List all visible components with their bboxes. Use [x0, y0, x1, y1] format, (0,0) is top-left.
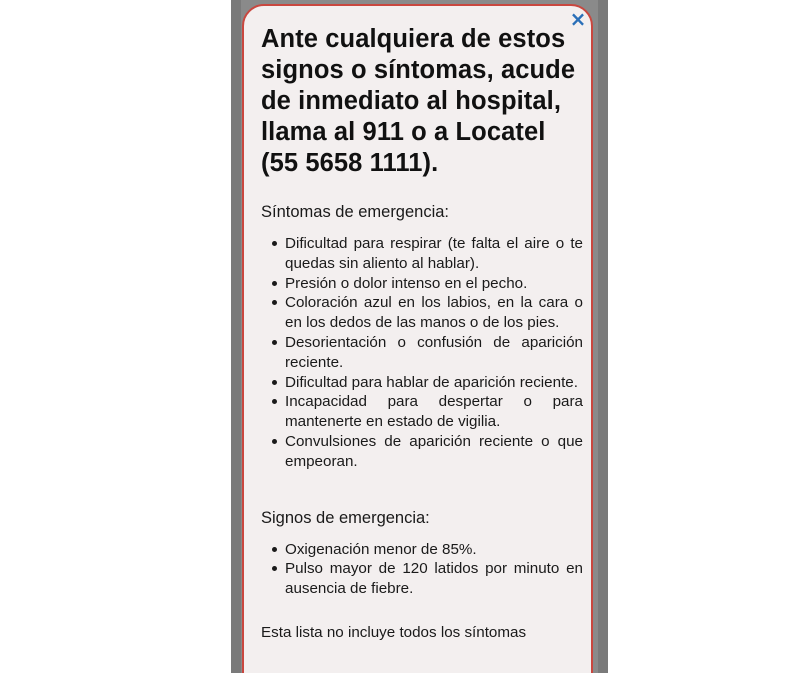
- backdrop-left: [231, 0, 241, 673]
- symptoms-title: Síntomas de emergencia:: [261, 203, 450, 221]
- list-item: Convulsiones de aparición reciente o que empeoran.: [285, 432, 583, 470]
- close-icon[interactable]: ×: [569, 7, 587, 31]
- list-item: Incapacidad para despertar o para mantenerte en estado de vigilia.: [285, 393, 583, 431]
- signs-title: Signos de emergencia:: [261, 508, 430, 527]
- list-item: Dificultad para hablar de aparición reciente.: [285, 373, 583, 393]
- symptoms-list: [261, 234, 583, 472]
- modal-content: [261, 24, 583, 643]
- backdrop-right: [598, 0, 608, 673]
- phone-screen: [231, 0, 608, 673]
- list-item: Pulso mayor de 120 latidos por minuto en ausencia de fiebre.: [285, 560, 583, 598]
- modal-headline: Ante cualquiera de estos signos o síntomas, acude de inmediato al hospital, llama al 911 o a Locatel (55 5658 1111).: [261, 25, 576, 177]
- list-item: Presión o dolor intenso en el pecho.: [285, 274, 583, 294]
- footer-note: Esta lista no incluye todos los síntomas: [261, 623, 527, 641]
- emergency-info-modal: [242, 4, 593, 673]
- list-item: Desorientación o confusión de aparición reciente.: [285, 333, 583, 371]
- list-item: Coloración azul en los labios, en la cara o en los dedos de las manos o de los pies.: [285, 294, 583, 332]
- signs-list: [261, 540, 583, 599]
- list-item: Dificultad para respirar (te falta el aire o te quedas sin aliento al hablar).: [285, 235, 583, 272]
- list-item: Oxigenación menor de 85%.: [285, 540, 583, 560]
